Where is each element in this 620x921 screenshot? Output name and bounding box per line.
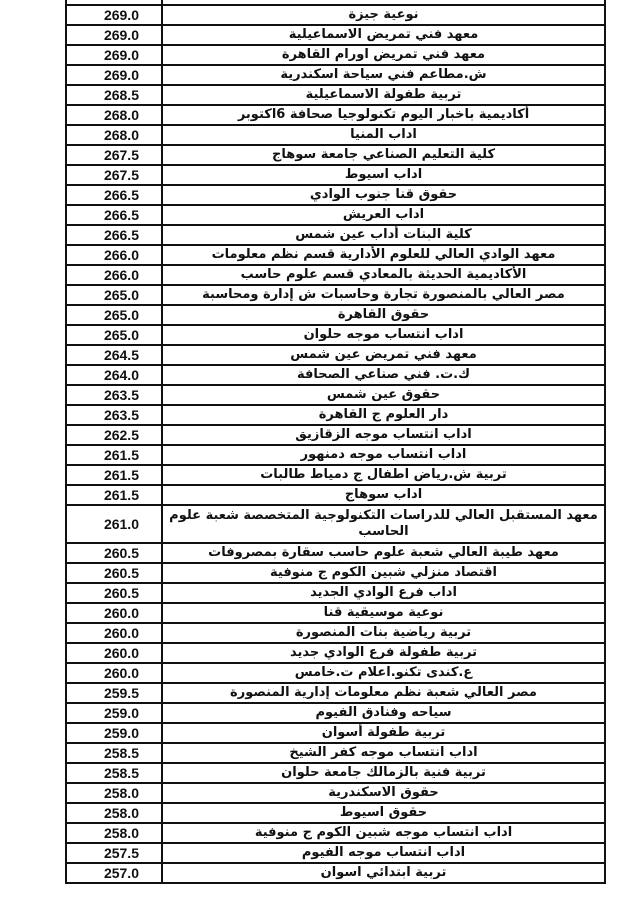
table-row	[66, 185, 605, 205]
table-row	[66, 723, 605, 743]
institution-name-cell: ع.كندى تكنو.اعلام ت.خامس	[162, 663, 605, 683]
score-cell: 266.0	[66, 265, 162, 285]
score-cell: 258.0	[66, 783, 162, 803]
score-cell: 260.0	[66, 643, 162, 663]
score-cell: 259.5	[66, 683, 162, 703]
institution-name-cell: كلية البنات أداب عين شمس	[162, 225, 605, 245]
institution-name-cell: اداب انتساب موجه حلوان	[162, 325, 605, 345]
institution-name-cell: معهد طيبة العالي شعبة علوم حاسب سقارة بمصروفات	[162, 543, 605, 563]
table-row	[66, 305, 605, 325]
institution-name-cell: تربية ابتدائي اسوان	[162, 863, 605, 883]
table-row	[66, 25, 605, 45]
table-row	[66, 505, 605, 543]
score-cell: 258.5	[66, 743, 162, 763]
institution-name-cell: اداب انتساب موجه الفيوم	[162, 843, 605, 863]
score-cell: 260.5	[66, 583, 162, 603]
score-cell: 260.0	[66, 623, 162, 643]
score-cell: 266.5	[66, 205, 162, 225]
institution-name-cell: نوعية موسيقية قنا	[162, 603, 605, 623]
score-cell: 266.0	[66, 245, 162, 265]
table-row	[66, 385, 605, 405]
table-row	[66, 683, 605, 703]
table-row	[66, 465, 605, 485]
table-row	[66, 663, 605, 683]
table-row	[66, 405, 605, 425]
score-cell: 265.0	[66, 305, 162, 325]
institution-name-cell: اداب انتساب موجه شبين الكوم ج منوفية	[162, 823, 605, 843]
score-cell: 259.0	[66, 703, 162, 723]
score-cell: 260.0	[66, 603, 162, 623]
institution-name-cell: ش.مطاعم فني سياحة اسكندرية	[162, 65, 605, 85]
institution-name-cell: كلية التعليم الصناعي جامعة سوهاج	[162, 145, 605, 165]
score-cell: 258.0	[66, 823, 162, 843]
score-cell: 261.5	[66, 445, 162, 465]
score-cell: 260.5	[66, 563, 162, 583]
score-cell: 263.5	[66, 385, 162, 405]
institution-name-cell: تربية ش.رياض اطفال ج دمياط طالبات	[162, 465, 605, 485]
table-row	[66, 5, 605, 25]
score-cell: 259.0	[66, 723, 162, 743]
score-cell: 266.5	[66, 185, 162, 205]
table-row	[66, 85, 605, 105]
institution-name-cell: معهد الوادي العالي للعلوم الأدارية قسم نظم معلومات	[162, 245, 605, 265]
table-row	[66, 325, 605, 345]
score-cell: 260.0	[66, 663, 162, 683]
table-row	[66, 365, 605, 385]
institution-name-cell: حقوق القاهرة	[162, 305, 605, 325]
table-row	[66, 563, 605, 583]
score-cell: 265.0	[66, 325, 162, 345]
table-row	[66, 823, 605, 843]
institution-name-cell: معهد المستقبل العالي للدراسات التكنولوجية المتخصصة شعبة علوم الحاسب	[162, 505, 605, 543]
score-table-body	[66, 0, 605, 883]
table-row	[66, 105, 605, 125]
table-row	[66, 445, 605, 465]
score-cell: 269.0	[66, 65, 162, 85]
institution-name-cell: معهد فني تمريض عين شمس	[162, 345, 605, 365]
score-cell: 267.5	[66, 145, 162, 165]
table-row	[66, 743, 605, 763]
score-cell: 258.0	[66, 803, 162, 823]
table-row	[66, 583, 605, 603]
institution-name-cell: ك.ت. فني صناعي الصحافة	[162, 365, 605, 385]
institution-name-cell: اداب انتساب موجه الزقازيق	[162, 425, 605, 445]
institution-name-cell: اداب انتساب موجه دمنهور	[162, 445, 605, 465]
institution-name-cell: أكاديمية باخبار اليوم تكنولوجيا صحافة 6اكتوبر	[162, 105, 605, 125]
institution-name-cell: مصر العالي شعبة نظم معلومات إدارية المنصورة	[162, 683, 605, 703]
table-row	[66, 65, 605, 85]
score-cell: 258.5	[66, 763, 162, 783]
score-cell: 269.0	[66, 25, 162, 45]
table-row	[66, 225, 605, 245]
institution-name-cell: اقتصاد منزلي شبين الكوم ج منوفية	[162, 563, 605, 583]
institution-name-cell: اداب فرع الوادي الجديد	[162, 583, 605, 603]
institution-name-cell: دار العلوم ج القاهرة	[162, 405, 605, 425]
score-cell: 261.5	[66, 465, 162, 485]
score-cell: 261.5	[66, 485, 162, 505]
institution-name-cell: اداب انتساب موجه كفر الشيخ	[162, 743, 605, 763]
score-cell: 257.5	[66, 843, 162, 863]
table-row	[66, 783, 605, 803]
institution-name-cell: حقوق اسيوط	[162, 803, 605, 823]
table-row	[66, 245, 605, 265]
table-row	[66, 863, 605, 883]
table-row	[66, 643, 605, 663]
institution-name-cell: حقوق عين شمس	[162, 385, 605, 405]
score-cell: 262.5	[66, 425, 162, 445]
score-cell: 268.0	[66, 125, 162, 145]
score-cell: 269.0	[66, 45, 162, 65]
institution-name-cell: مصر العالي بالمنصورة تجارة وحاسبات ش إدارة ومحاسبة	[162, 285, 605, 305]
institution-name-cell: اداب سوهاج	[162, 485, 605, 505]
score-cell: 268.5	[66, 85, 162, 105]
institution-name-cell: تربية فنية بالزمالك جامعة حلوان	[162, 763, 605, 783]
table-row	[66, 623, 605, 643]
table-row	[66, 265, 605, 285]
institution-name-cell: حقوق الاسكندرية	[162, 783, 605, 803]
table-row	[66, 485, 605, 505]
score-cell: 264.0	[66, 365, 162, 385]
institution-name-cell: نوعية جيزة	[162, 5, 605, 25]
table-row	[66, 763, 605, 783]
table-row	[66, 703, 605, 723]
score-cell: 257.0	[66, 863, 162, 883]
institution-name-cell: اداب العريش	[162, 205, 605, 225]
score-cell: 266.5	[66, 225, 162, 245]
score-cell: 263.5	[66, 405, 162, 425]
institution-name-cell: تربية طفولة الاسماعيلية	[162, 85, 605, 105]
score-cell: 267.5	[66, 165, 162, 185]
table-row	[66, 205, 605, 225]
institution-name-cell: تربية طفولة أسوان	[162, 723, 605, 743]
institution-name-cell: الأكاديمية الحديثة بالمعادي قسم علوم حاسب	[162, 265, 605, 285]
institution-name-cell: حقوق قنا جنوب الوادي	[162, 185, 605, 205]
institution-name-cell: معهد فني تمريض الاسماعيلية	[162, 25, 605, 45]
score-cell: 261.0	[66, 505, 162, 543]
table-row	[66, 45, 605, 65]
institution-name-cell: اداب اسيوط	[162, 165, 605, 185]
admission-scores-table	[65, 0, 606, 884]
table-row	[66, 345, 605, 365]
institution-name-cell: اداب المنيا	[162, 125, 605, 145]
table-row	[66, 603, 605, 623]
score-cell: 264.5	[66, 345, 162, 365]
score-cell: 260.5	[66, 543, 162, 563]
table-row	[66, 803, 605, 823]
institution-name-cell: معهد فني تمريض اورام القاهرة	[162, 45, 605, 65]
score-table-sheet	[65, 0, 606, 884]
table-row	[66, 543, 605, 563]
institution-name-cell: تربية رياضية بنات المنصورة	[162, 623, 605, 643]
score-cell: 265.0	[66, 285, 162, 305]
table-row	[66, 125, 605, 145]
table-row	[66, 165, 605, 185]
table-row	[66, 145, 605, 165]
table-row	[66, 285, 605, 305]
institution-name-cell: سياحه وفنادق الفيوم	[162, 703, 605, 723]
score-cell: 268.0	[66, 105, 162, 125]
score-cell: 269.0	[66, 5, 162, 25]
institution-name-cell: تربية طفولة فرع الوادي جديد	[162, 643, 605, 663]
table-row	[66, 843, 605, 863]
table-row	[66, 425, 605, 445]
